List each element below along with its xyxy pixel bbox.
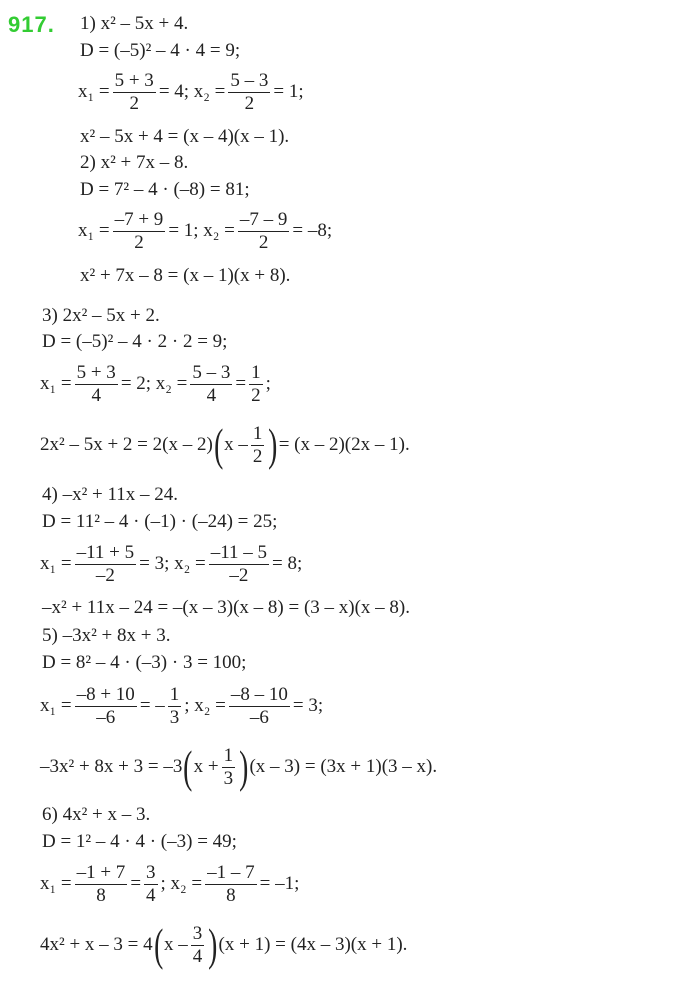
problem-6-x1-equals: = <box>130 873 142 894</box>
problem-4-x2-fraction <box>209 542 269 587</box>
problem-2-x2-value: = –8; <box>292 220 333 241</box>
problem-5-fact-left: –3x² + 8x + 3 = –3 <box>40 756 183 777</box>
problem-5-x1-reduced-numerator: 1 <box>169 683 180 705</box>
problem-6-fact-inner: x – <box>163 934 188 955</box>
problem-6-factorization <box>40 918 407 972</box>
problem-5-x2-fraction <box>229 684 290 729</box>
problem-3-fact-inner: x – <box>224 434 248 455</box>
problem-5-x1-fraction <box>75 684 137 729</box>
problem-6-x1-denominator: 8 <box>96 884 106 906</box>
problem-6-header: 6) 4x² + x – 3. <box>42 804 151 825</box>
problem-3-x1-denominator: 4 <box>91 384 101 406</box>
problem-4-factorization: –x² + 11x – 24 = –(x – 3)(x – 8) = (3 – x)(x – 8). <box>42 597 411 618</box>
problem-5-x2-label: ; x₂ = <box>184 695 226 716</box>
problem-3-fact-left: 2x² – 5x + 2 = 2(x – 2) <box>40 434 213 455</box>
problem-4-x1-label: x₁ = <box>40 553 72 574</box>
problem-2-discriminant: D = 7² – 4 · (–8) = 81; <box>80 179 250 200</box>
problem-6-fact-numerator: 3 <box>192 922 203 944</box>
problem-2-x2-denominator: 2 <box>258 231 269 253</box>
problem-5-x2-denominator: –6 <box>249 706 269 728</box>
problem-1-x2-numerator: 5 – 3 <box>230 69 269 91</box>
problem-6-fact-left: 4x² + x – 3 = 4 <box>40 934 153 955</box>
problem-1-x2-value: = 1; <box>273 81 304 102</box>
problem-6-x1-reduced-fraction <box>144 862 158 907</box>
problem-6-discriminant: D = 1² – 4 · 4 · (–3) = 49; <box>42 831 237 852</box>
problem-3-fact-right: = (x – 2)(2x – 1). <box>278 434 410 455</box>
problem-4-roots <box>40 537 302 591</box>
problem-6-roots <box>40 857 299 911</box>
problem-6-x2-value: = –1; <box>259 873 300 894</box>
problem-3-factorization <box>40 418 410 472</box>
problem-5-fact-inner: x + <box>193 756 219 777</box>
problem-1-x1-fraction <box>113 70 156 115</box>
problem-1-x2-fraction <box>228 70 270 115</box>
problem-1-x1-value: = 4; x₂ = <box>158 81 226 102</box>
problem-3-x2-fraction <box>190 362 232 407</box>
problem-1-discriminant: D = (–5)² – 4 · 4 = 9; <box>80 40 241 61</box>
problem-5-x1-numerator: –8 + 10 <box>76 683 135 705</box>
problem-5-header: 5) –3x² + 8x + 3. <box>42 625 171 646</box>
problem-1-roots <box>78 66 304 118</box>
close-paren: ) <box>208 919 218 970</box>
problem-1-factorization: x² – 5x + 4 = (x – 4)(x – 1). <box>80 126 290 147</box>
problem-5-factorization <box>40 740 437 794</box>
problem-5-fact-denominator: 3 <box>223 767 234 789</box>
problem-5-discriminant: D = 8² – 4 · (–3) · 3 = 100; <box>42 652 247 673</box>
problem-5-x1-denominator: –6 <box>96 706 116 728</box>
problem-2-header: 2) x² + 7x – 8. <box>80 152 189 173</box>
problem-1-x1-label: x₁ = <box>78 81 110 102</box>
problem-3-x2-numerator: 5 – 3 <box>192 361 231 383</box>
problem-6-x2-denominator: 8 <box>226 884 236 906</box>
problem-5-x1-reduced-denominator: 3 <box>169 706 180 728</box>
problem-6-x1-fraction <box>75 862 128 907</box>
problem-4-x2-numerator: –11 – 5 <box>210 541 267 563</box>
problem-2-x2-fraction <box>238 209 290 254</box>
problem-2-x2-numerator: –7 – 9 <box>239 208 288 230</box>
open-paren: ( <box>183 741 193 792</box>
problem-5-x1-label: x₁ = <box>40 695 72 716</box>
problem-1-x1-denominator: 2 <box>129 92 139 114</box>
problem-4-header: 4) –x² + 11x – 24. <box>42 484 179 505</box>
problem-3-x2-reduced-denominator: 2 <box>251 384 261 406</box>
problem-3-x2-equals: = <box>235 373 247 394</box>
problem-3-fact-fraction <box>251 423 265 468</box>
problem-6-fact-fraction <box>191 923 205 968</box>
problem-5-x2-numerator: –8 – 10 <box>230 683 288 705</box>
problem-6-x1-numerator: –1 + 7 <box>76 861 126 883</box>
problem-2-x1-numerator: –7 + 9 <box>114 208 164 230</box>
problem-3-fact-denominator: 2 <box>252 445 263 467</box>
open-paren: ( <box>153 919 163 970</box>
problem-3-fact-numerator: 1 <box>252 422 263 444</box>
problem-6-x2-numerator: –1 – 7 <box>207 861 255 883</box>
problem-5-roots <box>40 679 323 733</box>
problem-3-x2-denominator: 4 <box>206 384 217 406</box>
problem-4-x1-fraction <box>75 542 137 587</box>
problem-6-fact-denominator: 4 <box>192 945 203 967</box>
problem-2-x1-label: x₁ = <box>78 220 110 241</box>
problem-3-header: 3) 2x² – 5x + 2. <box>42 305 160 326</box>
problem-3-x2-reduced-numerator: 1 <box>251 361 261 383</box>
problem-3-x1-fraction <box>75 362 118 407</box>
problem-2-x1-value: = 1; x₂ = <box>168 220 235 241</box>
problem-3-discriminant: D = (–5)² – 4 · 2 · 2 = 9; <box>42 331 228 352</box>
problem-4-x1-denominator: –2 <box>95 564 115 586</box>
problem-1-x2-denominator: 2 <box>244 92 255 114</box>
problem-4-discriminant: D = 11² – 4 · (–1) · (–24) = 25; <box>42 511 278 532</box>
problem-5-x1-reduced-fraction <box>168 684 182 729</box>
problem-1-header: 1) x² – 5x + 4. <box>80 13 189 34</box>
problem-5-x2-value: = 3; <box>292 695 324 716</box>
exercise-number: 917. <box>8 12 55 37</box>
problem-5-fact-numerator: 1 <box>223 744 234 766</box>
problem-3-x2-reduced-fraction <box>249 362 263 407</box>
problem-5-fact-right: (x – 3) = (3x + 1)(3 – x). <box>249 756 438 777</box>
open-paren: ( <box>213 419 224 470</box>
problem-6-x1-label: x₁ = <box>40 873 72 894</box>
problem-2-x1-denominator: 2 <box>134 231 144 253</box>
problem-6-x1-reduced-numerator: 3 <box>146 861 156 883</box>
problem-3-x1-label: x₁ = <box>40 373 72 394</box>
problem-1-x1-numerator: 5 + 3 <box>114 69 154 91</box>
problem-3-x1-numerator: 5 + 3 <box>76 361 116 383</box>
problem-6-x1-reduced-denominator: 4 <box>146 884 156 906</box>
problem-3-x1-value: = 2; x₂ = <box>120 373 188 394</box>
close-paren: ) <box>268 419 278 470</box>
problem-4-x1-numerator: –11 + 5 <box>76 541 135 563</box>
problem-4-x1-value: = 3; x₂ = <box>139 553 206 574</box>
problem-3-x2-end: ; <box>265 373 271 394</box>
problem-2-roots <box>78 205 332 257</box>
problem-5-fact-fraction <box>222 745 236 790</box>
problem-4-x2-value: = 8; <box>272 553 303 574</box>
close-paren: ) <box>239 741 249 792</box>
problem-5-x1-equals: = – <box>139 695 165 716</box>
problem-4-x2-denominator: –2 <box>229 564 249 586</box>
problem-2-factorization: x² + 7x – 8 = (x – 1)(x + 8). <box>80 265 291 286</box>
problem-6-x2-label: ; x₂ = <box>160 873 203 894</box>
problem-6-fact-right: (x + 1) = (4x – 3)(x + 1). <box>218 934 408 955</box>
problem-2-x1-fraction <box>113 209 166 254</box>
problem-6-x2-fraction <box>205 862 257 907</box>
problem-3-roots <box>40 357 271 411</box>
